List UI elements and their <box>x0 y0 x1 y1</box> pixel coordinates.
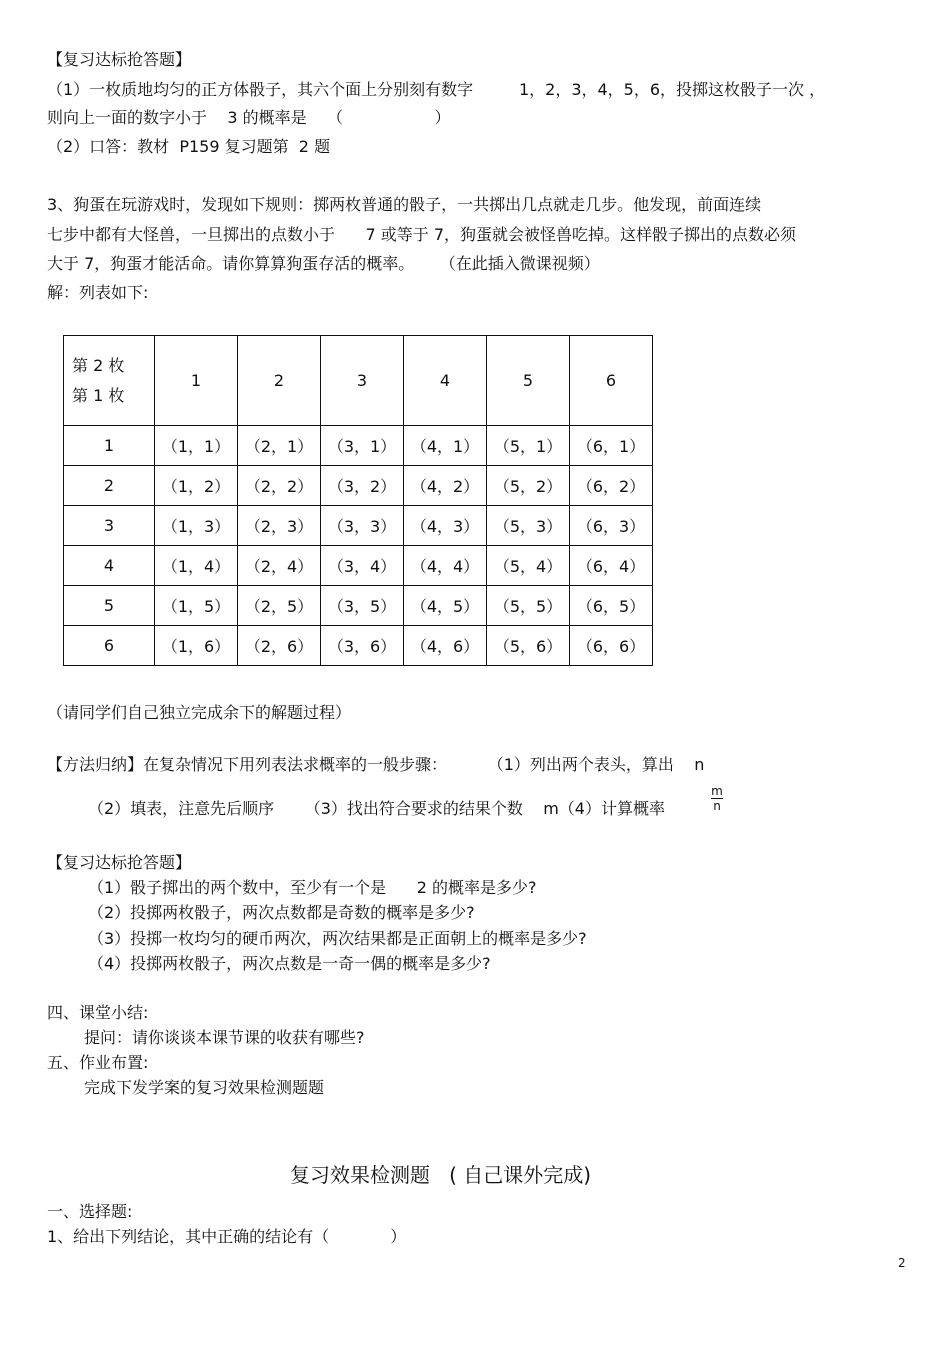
review-question-1: （1）骰子掷出的两个数中，至少有一个是 2 的概率是多少? <box>88 878 537 897</box>
review-question-2: （2）投掷两枚骰子，两次点数都是奇数的概率是多少? <box>88 903 475 922</box>
question-1-line-2: 则向上一面的数字小于 3 的概率是 （ ） <box>47 108 451 127</box>
table-cell: （1，6） <box>155 626 238 666</box>
review-question-4: （4）投掷两枚骰子，两次点数是一奇一偶的概率是多少? <box>88 954 491 973</box>
table-cell: （6，1） <box>570 426 653 466</box>
table-cell: （2，1） <box>238 426 321 466</box>
column-header: 1 <box>155 336 238 426</box>
table-cell: （5，4） <box>487 546 570 586</box>
section-multiple-choice: 一、选择题: <box>47 1202 133 1221</box>
column-header: 2 <box>238 336 321 426</box>
review-question-3: （3）投掷一枚均匀的硬币两次，两次结果都是正面朝上的概率是多少? <box>88 929 587 948</box>
question-1-line-1: （1）一枚质地均匀的正方体骰子，其六个面上分别刻有数字 1，2，3，4，5，6，投掷这枚骰子一次 ， <box>47 80 826 99</box>
column-header: 4 <box>404 336 487 426</box>
row-label: 6 <box>64 626 155 666</box>
table-cell: （4，5） <box>404 586 487 626</box>
table-cell: （3，4） <box>321 546 404 586</box>
row-label: 3 <box>64 506 155 546</box>
section-5-homework: 五、作业布置: <box>47 1053 149 1072</box>
table-cell: （3，6） <box>321 626 404 666</box>
table-cell: （6，2） <box>570 466 653 506</box>
table-cell: （4，3） <box>404 506 487 546</box>
homework-text: 完成下发学案的复习效果检测题题 <box>84 1078 325 1097</box>
table-header-row <box>64 336 653 426</box>
question-2: （2）口答：教材 P159 复习题第 2 题 <box>47 137 331 156</box>
row-label: 2 <box>64 466 155 506</box>
table-cell: （6，5） <box>570 586 653 626</box>
table-cell: （6，4） <box>570 546 653 586</box>
row-label: 4 <box>64 546 155 586</box>
table-cell: （3，5） <box>321 586 404 626</box>
table-cell: （2，3） <box>238 506 321 546</box>
table-cell: （5，2） <box>487 466 570 506</box>
table-row <box>64 586 653 626</box>
table-cell: （5，5） <box>487 586 570 626</box>
table-corner-cell <box>64 336 155 426</box>
table-cell: （4，4） <box>404 546 487 586</box>
row-label: 1 <box>64 426 155 466</box>
review-heading-1: 【复习达标抢答题】 <box>47 50 192 69</box>
column-header: 6 <box>570 336 653 426</box>
table-cell: （4，1） <box>404 426 487 466</box>
page-number: 2 <box>898 1256 906 1270</box>
table-cell: （3，2） <box>321 466 404 506</box>
fraction-numerator: m <box>711 784 723 798</box>
section-4-summary: 四、课堂小结: <box>47 1003 149 1022</box>
table-cell: （5，6） <box>487 626 570 666</box>
table-cell: （5，1） <box>487 426 570 466</box>
table-cell: （1，1） <box>155 426 238 466</box>
table-cell: （1，3） <box>155 506 238 546</box>
corner-first-die: 第 1 枚 <box>72 385 125 405</box>
review-heading-2: 【复习达标抢答题】 <box>47 853 192 872</box>
table-row <box>64 546 653 586</box>
choice-question-1: 1、给出下列结论，其中正确的结论有（ ） <box>47 1227 407 1246</box>
table-row <box>64 506 653 546</box>
table-cell: （1，4） <box>155 546 238 586</box>
table-row <box>64 626 653 666</box>
problem-3-line-2: 七步中都有大怪兽，一旦掷出的点数小于 7 或等于 7，狗蛋就会被怪兽吃掉。这样骰子掷出的点数必须 <box>47 225 797 244</box>
table-cell: （6，3） <box>570 506 653 546</box>
fraction-denominator: n <box>713 799 721 813</box>
table-cell: （4，6） <box>404 626 487 666</box>
table-cell: （2，4） <box>238 546 321 586</box>
table-cell: （2，5） <box>238 586 321 626</box>
method-summary-line-2: （2）填表，注意先后顺序 （3）找出符合要求的结果个数 m（4）计算概率 <box>88 799 665 818</box>
method-summary-line-1: 【方法归纳】在复杂情况下用列表法求概率的一般步骤： （1）列出两个表头，算出 n <box>47 755 705 774</box>
corner-second-die: 第 2 枚 <box>72 355 125 375</box>
table-cell: （3，3） <box>321 506 404 546</box>
table-cell: （1，2） <box>155 466 238 506</box>
problem-3-line-1: 3、狗蛋在玩游戏时，发现如下规则：掷两枚普通的骰子，一共掷出几点就走几步。他发现，前面连续 <box>47 195 762 214</box>
table-cell: （4，2） <box>404 466 487 506</box>
row-label: 5 <box>64 586 155 626</box>
table-cell: （6，6） <box>570 626 653 666</box>
problem-3-line-3: 大于 7，狗蛋才能活命。请你算算狗蛋存活的概率。 （在此插入微课视频） <box>47 254 600 273</box>
solution-label: 解：列表如下: <box>47 283 149 302</box>
summary-prompt: 提问：请你谈谈本课节课的收获有哪些? <box>84 1028 365 1047</box>
table-row <box>64 426 653 466</box>
table-row <box>64 466 653 506</box>
table-cell: （2，2） <box>238 466 321 506</box>
column-header: 3 <box>321 336 404 426</box>
column-header: 5 <box>487 336 570 426</box>
table-cell: （2，6） <box>238 626 321 666</box>
table-cell: （3，1） <box>321 426 404 466</box>
self-complete-note: （请同学们自己独立完成余下的解题过程） <box>47 703 352 722</box>
dice-outcome-table <box>63 335 653 666</box>
page-title: 复习效果检测题 ( 自己课外完成) <box>290 1163 592 1187</box>
table-cell: （5，3） <box>487 506 570 546</box>
table-cell: （1，5） <box>155 586 238 626</box>
probability-fraction <box>711 785 723 812</box>
